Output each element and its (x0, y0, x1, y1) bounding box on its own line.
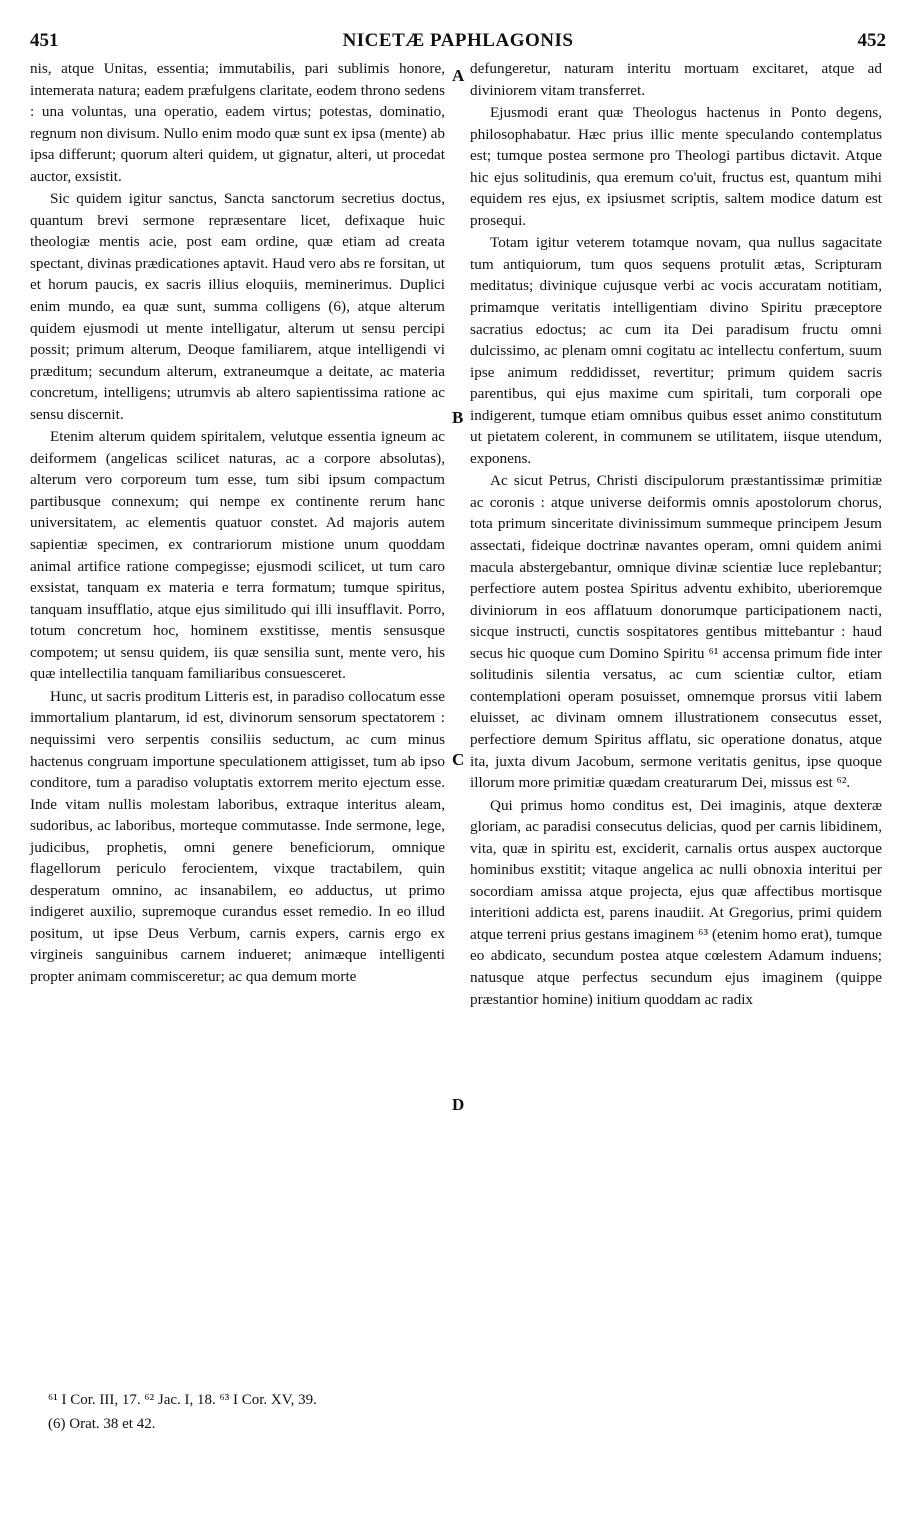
paragraph: Totam igitur veterem totamque novam, qua nullus sagacitate tum antiquiorum, tum quos sequens protulit ætas, Scripturam meditatus; divinique cujusque verbi ac vocis accuratam notitiam, primamque veritatis intelligentiam divino Spiritu præceptore sacratius edoctus; ac cum ita Dei paradisum fructu omni dulcissimo, ac plenam omni cogitatu ac intellectu confertum, suum ipse animum reddidisset, revertitur; primum quidem sacris parentibus, qui ejus maxime cum spiritali, tum corporali ope indigerent, tumque etiam omnibus quibus esset animo constitutum ut pietatem colerent, in communem se utilitatem, iisque utendum, exponens. (470, 234, 882, 467)
left-page-number: 451 (30, 30, 59, 51)
running-header (30, 30, 886, 56)
margin-letter-b: B (452, 408, 464, 427)
paragraph: defungeretur, naturam interitu mortuam excitaret, atque ad diviniorem vitam transferret. (470, 60, 882, 99)
paragraph: Sic quidem igitur sanctus, Sancta sanctorum secretius doctus, quantum brevi sermone repræsentare licet, defixaque huic theologiæ mentis acie, post eam ordine, quæ etiam ad creata spectant, divinas prædicationes aptavit. Haud vero abs re forsitan, ut et horum paucis, ex sacris illius eloquiis, meminerimus. Duplici enim mundo, ea quæ sunt, summa colligens (6), atque alterum quidem ejusmodi ut mente intelligatur, alterum ut sensu percipi possit; primum alterum, Deoque familiarem, atque intelligendi vi præditum; secundum alterum, extraneumque a deitate, ac materia concretum, intelligens; utrumvis ab altero sapientissima ratione ac sensu discernit. (30, 190, 446, 423)
margin-letter-c: C (452, 750, 465, 769)
scripture-references: ⁶¹ I Cor. III, 17. ⁶² Jac. I, 18. ⁶³ I Cor. XV, 39. (48, 1392, 317, 1408)
running-title: NICETÆ PAPHLAGONIS (342, 30, 574, 51)
paragraph: nis, atque Unitas, essentia; immutabilis, pari sublimis honore, intemerata natura; eadem præfulgens claritate, eodem throno sedens : una voluntas, una operatio, eadem virtus; potestas, dominatio, regnum non divisum. Nullo enim modo quæ sunt ex ipsa (mente) ab ipsa differunt; quorum alteri quidem, ut gignatur, alteri, ut procedat auctor, exsistit. (30, 60, 445, 185)
author-note: (6) Orat. 38 et 42. (48, 1416, 156, 1432)
right-page-number: 452 (857, 30, 886, 51)
paragraph: Hunc, ut sacris proditum Litteris est, in paradiso collocatum esse immortalium plantarum, id est, divinorum sensorum spectatorem : nequissimi vero serpentis consiliis seductum, ac cum minus hactenus congruam importune speculationem attigisset, tum ab ipso conditore, tum a paradiso voluptatis extorrem merito ejectum esse. Inde vitam nullis molestam laboribus, extraque interitus aleam, sudoribus, ac laboribus, morteque commutasse. Inde sermone, lege, judicibus, prophetis, omni genere beneficiorum, omnique flagellorum periculo ferocientem, vixque tractabilem, quin desperatum omnino, ac insanabilem, eo adductus, ut primo indigeret auxilio, supremoque curandus esset remedio. In eo illud positum, ut ipse Deus Verbum, carnis expers, carnis ergo ex virgineis sanguinibus carnem indueret; animæque intelligenti propter animam commisceretur; ac qua demum morte (30, 687, 445, 985)
paragraph: Ac sicut Petrus, Christi discipulorum præstantissimæ primitiæ ac coronis : atque universe deiformis omnis apostolorum chorus, tota primum sinceritate divinissimum summeque principem Jesum assectati, fideique doctrinæ navantes operam, omni quidem animi macula abstergebantur, omnique divinæ scientiæ luce replebantur; perfectiore autem postea Spiritus adventu exhibito, uberioremque diviniorum in eos afflatuum donorumque participationem nacti, sicque instructi, cunctis sospitatores gentibus mittebantur : haud secus hic quoque cum Domino Spiritu ⁶¹ accensa primum fide inter solitudinis silentia versatus, ac cum scientiæ cultor, etiam contemplationi operam posuisset, omnemque prorsus vitii labem eluisset, ac divinam omnem illustrationem consecutus esset, perfectiore demum Spiritus afflatu, sic operatione donatus, atque ita, juxta divum Jacobum, sermone veritatis genitus, ipse quoque illorum more primitiæ quædam creaturarum Dei, missus est ⁶². (470, 472, 882, 792)
margin-letter-a: A (452, 66, 465, 85)
paragraph: Ejusmodi erant quæ Theologus hactenus in Ponto degens, philosophabatur. Hæc prius illic mente speculando contemplatus est; tumque postea sermone pro Theologi partibus dictavit. Atque hic ejus solitudinis, qua eremum co'uit, fructus est, quantum mihi equidem res ejus, ex ipsiusmet scriptis, saltem modice datum est prosequi. (470, 104, 882, 229)
paragraph: Etenim alterum quidem spiritalem, velutque essentia igneum ac deiformem (angelicas scilicet naturas, ac a corpore absolutas), alterum vero corporeum tum esse, tum sibi ipsum compactum partibusque connexum; qui nempe ex continente rerum hanc universitatem, ac elementis quatuor constet. Ad majoris autem sapientiæ specimen, ex contrariorum mistione unum quoddam animal artifice ratione compegisse; ejusmodi scilicet, ut tum caro exsistat, tanquam ex materia e terra formatum; tumque spiritus, tanquam insufflatio, atque ejus similitudo qui illi insufflavit. Porro, totum concretum hoc, hominem exstitisse, mentis sensusque compotem; ut sensu quidem, iis quæ sensilia sunt, mente vero, his quæ intellectilia tanquam familiaribus consuesceret. (30, 428, 445, 683)
margin-letter-d: D (452, 1095, 465, 1114)
paragraph: Qui primus homo conditus est, Dei imaginis, atque dexteræ gloriam, ac paradisi consecutus delicias, quod per carnis libidinem, vita, quæ in spiritu est, exciderit, carnalis ortus auspex auctorque hominibus exstitit; vitaque angelica ac nulli obnoxia interitui per socordiam amissa atque projecta, ejus quæ affectibus mortisque interitioni addicta est, parens inaudiit. At Gregorius, primi quidem atque terreni prius gestans imaginem ⁶³ (etenim homo erat), tumque eo abdicato, secundum postea atque cœlestem Adamum induens; natusque atque perfectus secundum ejus imaginem (quippe præstantior homine) initium quoddam ac radix (470, 796, 882, 1008)
footnotes (48, 1388, 468, 1436)
right-column (470, 58, 882, 1010)
left-column (30, 58, 445, 988)
